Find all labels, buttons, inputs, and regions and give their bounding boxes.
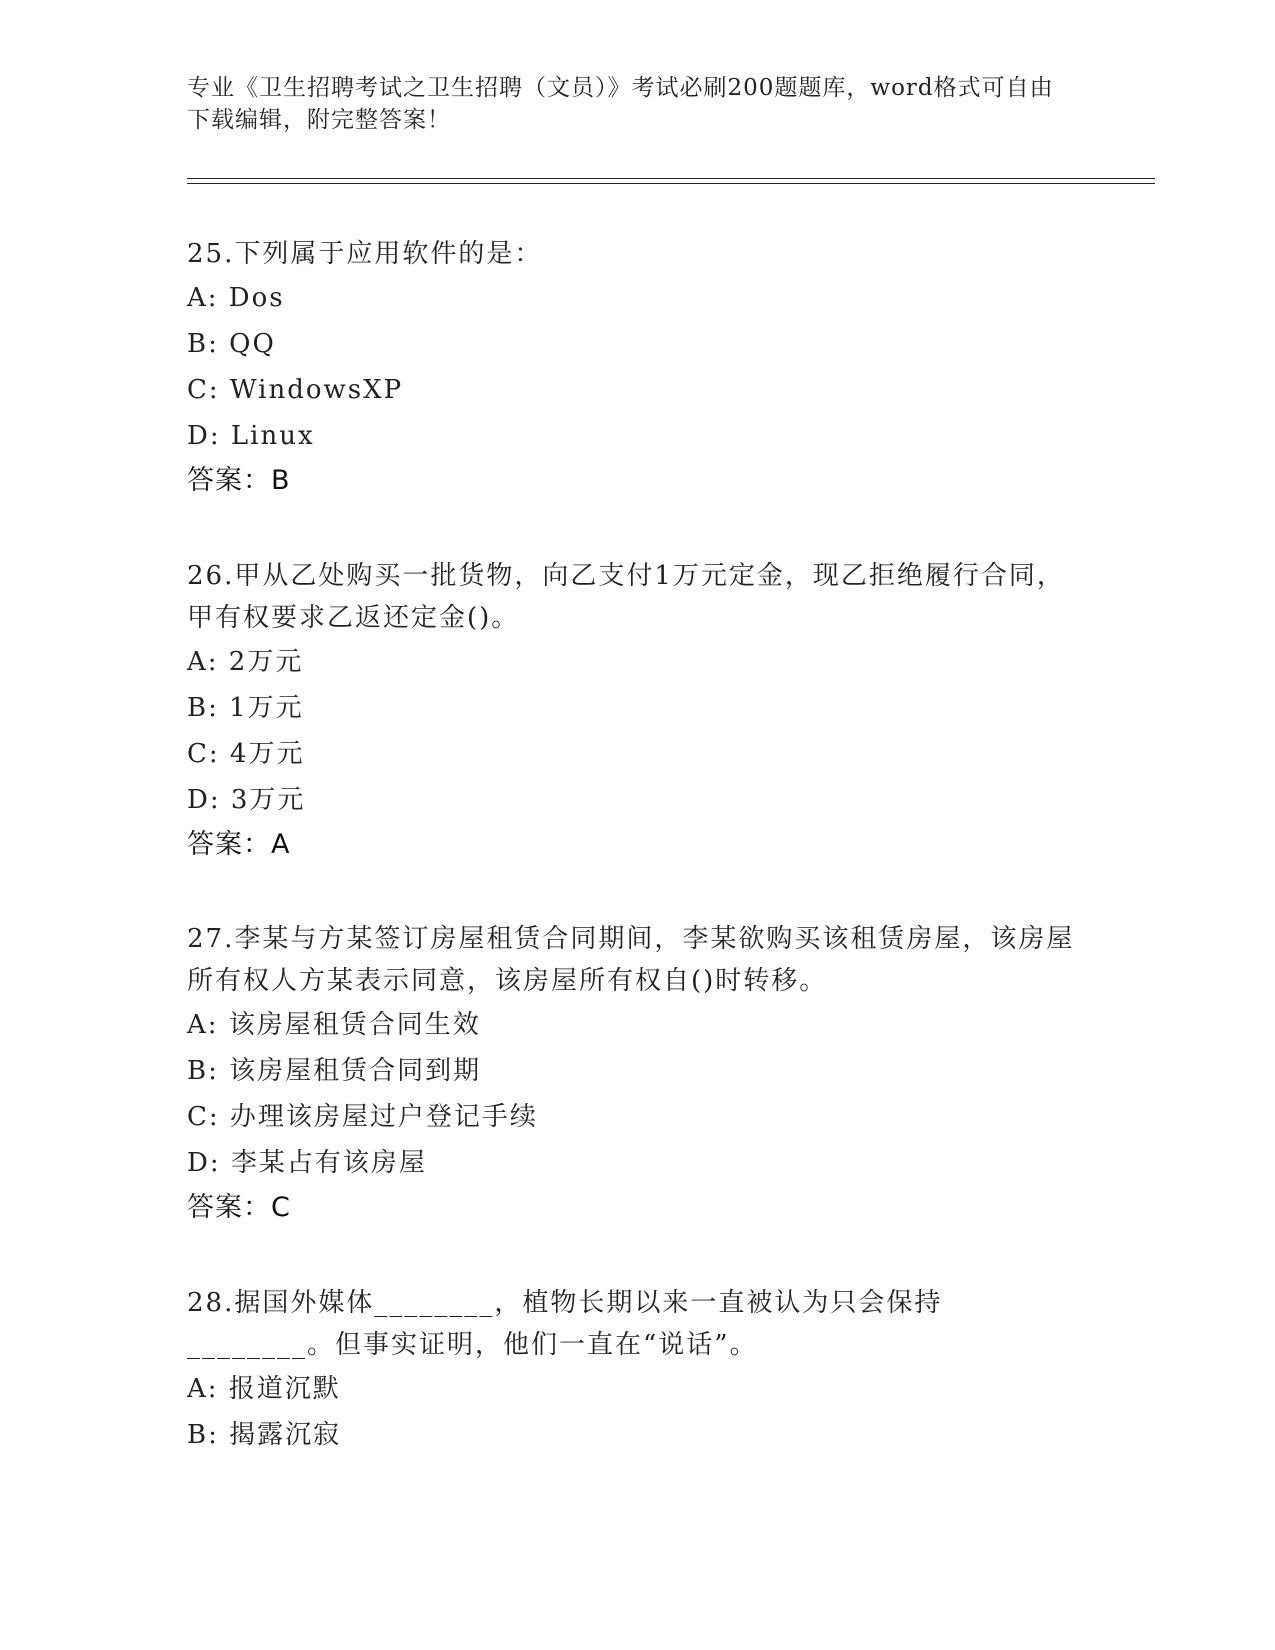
option-b: B: 揭露沉寂 <box>187 1420 342 1450</box>
option-a: A: 该房屋租赁合同生效 <box>187 1010 481 1040</box>
option-d: D: 3万元 <box>187 785 306 815</box>
header-divider-top <box>187 178 1155 179</box>
header-divider-bottom <box>187 183 1155 184</box>
option-a: A: Dos <box>187 283 285 313</box>
answer: 答案：C <box>187 1192 291 1223</box>
option-b: B: QQ <box>187 329 276 359</box>
option-d: D: Linux <box>187 421 315 451</box>
answer: 答案：A <box>187 829 291 860</box>
option-c: C: 办理该房屋过户登记手续 <box>187 1102 538 1132</box>
option-c: C: WindowsXP <box>187 375 404 405</box>
option-c: C: 4万元 <box>187 739 305 769</box>
question-stem: 26.甲从乙处购买一批货物，向乙支付1万元定金，现乙拒绝履行合同，甲有权要求乙返还定金()。 <box>187 561 1065 633</box>
question-stem: 27.李某与方某签订房屋租赁合同期间，李某欲购买该租赁房屋，该房屋所有权人方某表示同意，该房屋所有权自()时转移。 <box>187 924 1075 996</box>
question-stem: 28.据国外媒体________，植物长期以来一直被认为只会保持________。但事实证明，他们一直在“说话”。 <box>187 1288 943 1360</box>
option-b: B: 1万元 <box>187 693 304 723</box>
question-stem: 25.下列属于应用软件的是： <box>187 239 543 269</box>
document-header: 专业《卫生招聘考试之卫生招聘（文员）》考试必刷200题题库，word格式可自由下载编辑，附完整答案！ <box>187 75 1054 133</box>
question-27 <box>187 918 1087 1230</box>
question-28 <box>187 1282 1087 1458</box>
question-26 <box>187 555 1087 867</box>
option-a: A: 2万元 <box>187 647 304 677</box>
option-a: A: 报道沉默 <box>187 1374 341 1404</box>
question-25 <box>187 233 1087 503</box>
option-b: B: 该房屋租赁合同到期 <box>187 1056 482 1086</box>
option-d: D: 李某占有该房屋 <box>187 1148 427 1178</box>
answer: 答案：B <box>187 465 291 496</box>
